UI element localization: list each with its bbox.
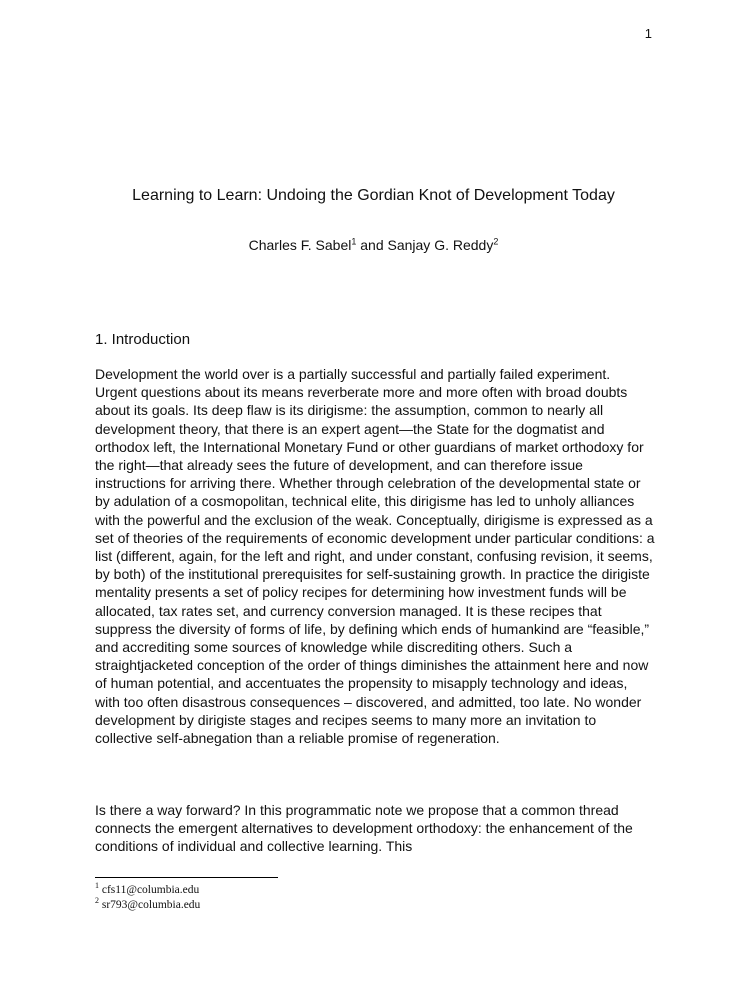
author-1-footnote-ref: 1 xyxy=(351,236,357,247)
paragraph-way-forward: Is there a way forward? In this programmatic note we propose that a common thread connects the emergent alternatives to development orthodoxy: the enhancement of the conditions of individual and collective learning. This xyxy=(95,802,633,855)
authors-line xyxy=(95,237,652,253)
paragraph-development-dirigisme: Development the world over is a partially successful and partially failed experiment. Urgent questions about its means reverberate more and more often with broad doubts about its goals. Its deep flaw is its dirigisme: the assumption, common to nearly all development theory, that there is an expert agent—the State for the dogmatist and orthodox left, the International Monetary Fund or other guardians of market orthodoxy for the right—that already sees the future of development, and can therefore issue instructions for arriving there. Whether through celebration of the developmental state or by adulation of a cosmopolitan, technical elite, this dirigisme has led to unholy alliances with the powerful and the exclusion of the weak. Conceptually, dirigisme is expressed as a set of theories of the requirements of economic development under particular conditions: a list (different, again, for the left and right, and under constant, confusing revision, it seems, by both) of the institutional prerequisites for self-sustaining growth. In practice the dirigiste mentality presents a set of policy recipes for determining how investment funds will be allocated, tax rates set, and currency conversion managed. It is these recipes that suppress the diversity of forms of life, by defining which ends of humankind are “feasible,” and accrediting some sources of knowledge while discrediting others. Such a straightjacketed conception of the order of things diminishes the attainment here and now of human potential, and accentuates the propensity to misapply technology and ideas, with too often disastrous consequences – discovered, and admitted, too late. No wonder development by dirigiste stages and recipes seems to many more an invitation to collective self-abnegation than a reliable promise of regeneration. xyxy=(95,366,655,747)
authors-connector: and xyxy=(356,237,388,253)
footnote-1-marker: 1 xyxy=(95,881,99,891)
footnote-1 xyxy=(95,883,652,898)
footnote-2-marker: 2 xyxy=(95,896,99,906)
footnote-separator-rule xyxy=(95,877,278,878)
paper-title: Learning to Learn: Undoing the Gordian Knot of Development Today xyxy=(132,187,615,204)
page-number: 1 xyxy=(644,26,652,41)
author-2-name: Sanjay G. Reddy xyxy=(387,237,494,253)
section-heading-introduction: 1. Introduction xyxy=(95,331,191,348)
footnote-2-text: sr793@columbia.edu xyxy=(101,899,201,911)
footnote-2 xyxy=(95,898,652,913)
author-2-footnote-ref: 2 xyxy=(493,236,499,247)
footnote-1-text: cfs11@columbia.edu xyxy=(101,884,200,896)
footnotes-area xyxy=(95,877,652,913)
author-1-name: Charles F. Sabel xyxy=(248,237,352,253)
